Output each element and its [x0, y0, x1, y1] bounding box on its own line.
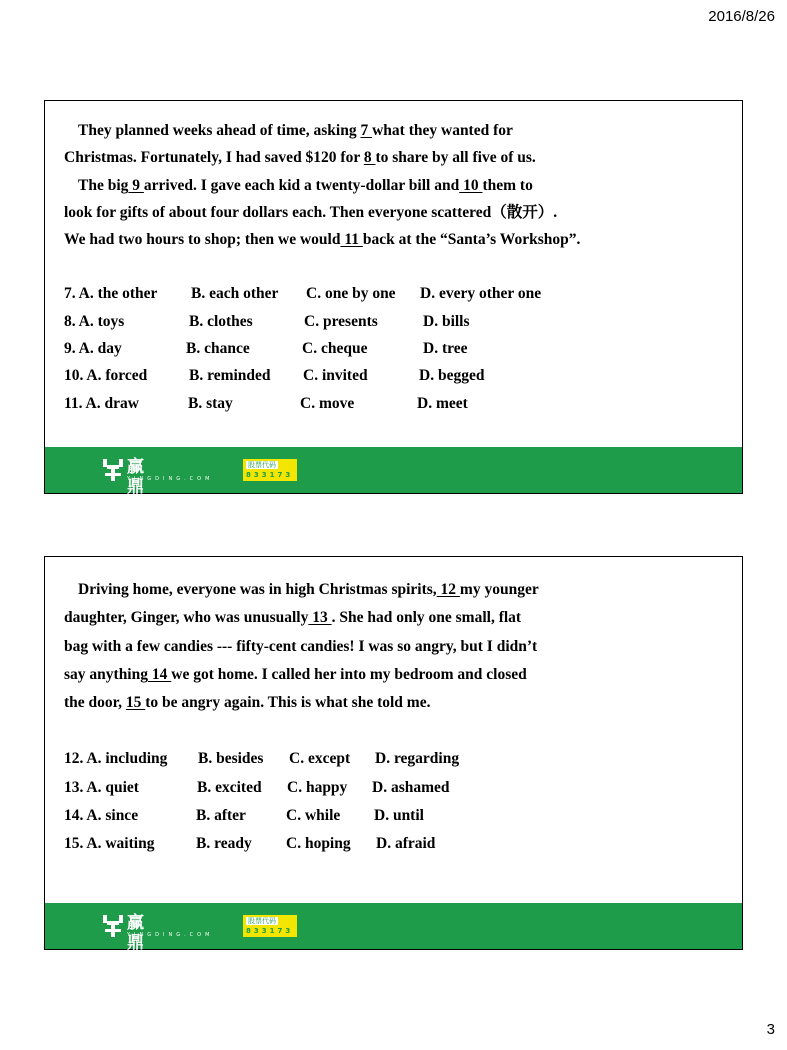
page-number: 3	[766, 1021, 775, 1038]
answer-option: C. move	[300, 394, 355, 412]
blank-number: 14	[148, 665, 172, 683]
answer-option: C. happy	[287, 778, 348, 796]
passage-text-segment: arrived. I gave each kid a twenty-dollar bill and	[143, 176, 460, 194]
blank-number: 15	[125, 694, 146, 712]
slide-footer-banner	[45, 447, 742, 537]
passage-text-segment: we got home. I called her into my bedroom and closed	[171, 665, 527, 683]
answer-option: A. toys	[78, 312, 125, 330]
stock-code-label: 股票代码	[248, 917, 276, 925]
passage-text-segment: . She had only one small, flat	[331, 609, 522, 627]
answer-option: A. forced	[86, 367, 148, 385]
passage-text-segment: daughter, Ginger, who was unusually	[64, 609, 309, 627]
answer-option: C. while	[286, 807, 341, 825]
passage-text-segment: them to	[482, 176, 533, 194]
answer-option: A. quiet	[86, 778, 139, 796]
blank-number: 9	[128, 176, 144, 194]
blank-number: 13	[308, 609, 332, 627]
answer-option: B. after	[196, 807, 246, 825]
passage-line	[64, 604, 732, 632]
question-row	[64, 830, 732, 858]
answer-option: D. regarding	[375, 750, 460, 768]
stock-code-badge	[243, 915, 297, 937]
question-number: 10.	[64, 367, 87, 385]
passage-line	[64, 199, 732, 226]
logo-mark-icon	[103, 913, 123, 937]
answer-option: B. chance	[186, 340, 250, 358]
blank-number: 11	[340, 231, 363, 249]
blank-number: 10	[459, 176, 483, 194]
passage-text-segment: my younger	[459, 581, 539, 598]
passage-line	[64, 226, 732, 253]
question-number: 14.	[64, 807, 87, 825]
question-row	[64, 774, 732, 802]
question-row	[64, 335, 732, 362]
slide-1	[44, 100, 743, 537]
answer-option: B. ready	[196, 835, 252, 853]
answer-option: D. begged	[419, 367, 485, 385]
answer-option: A. including	[86, 750, 168, 768]
answer-option: D. afraid	[376, 835, 436, 853]
question-list	[64, 280, 732, 416]
question-number: 7.	[64, 285, 79, 303]
passage-text-segment: look for gifts of about four dollars each. Then everyone scattered（散开）.	[64, 203, 558, 221]
passage-text-segment: say anything	[64, 665, 148, 683]
logo-name: 赢鼎教育	[127, 913, 145, 993]
answer-option: A. since	[86, 807, 139, 825]
answer-option: A. the other	[78, 285, 158, 303]
question-row	[64, 362, 732, 389]
passage-text-segment: Driving home, everyone was in high Christmas spirits,	[78, 581, 437, 598]
passage-line	[64, 576, 732, 604]
answer-option: B. excited	[197, 778, 262, 796]
question-number: 9.	[64, 340, 79, 358]
answer-option: C. except	[289, 750, 351, 768]
blank-number: 7	[360, 122, 373, 139]
question-number: 12.	[64, 750, 87, 768]
passage-text-segment: The big	[78, 176, 129, 194]
answer-option: A. draw	[85, 394, 139, 412]
passage-line	[64, 144, 732, 171]
answer-option: A. day	[78, 340, 122, 358]
passage-line	[64, 689, 732, 717]
answer-option: C. cheque	[302, 340, 368, 358]
slide-2	[44, 556, 743, 993]
answer-option: D. ashamed	[372, 778, 450, 796]
answer-option: B. besides	[198, 750, 264, 768]
stock-code-label: 股票代码	[248, 461, 276, 469]
answer-option: D. meet	[417, 394, 468, 412]
answer-option: B. stay	[188, 394, 233, 412]
blank-number: 8	[363, 149, 376, 167]
logo-subtitle: YINGDING.COM	[127, 476, 214, 482]
answer-option: B. clothes	[189, 312, 253, 330]
passage-line	[64, 172, 732, 199]
passage-text	[64, 576, 732, 717]
slide-footer-banner	[45, 903, 742, 993]
stock-code-badge	[243, 459, 297, 481]
answer-option: D. until	[374, 807, 424, 825]
passage-text-segment: to share by all five of us.	[375, 149, 536, 167]
question-list	[64, 745, 732, 858]
logo-name: 赢鼎教育	[127, 457, 145, 537]
blank-number: 12	[436, 581, 460, 598]
logo-mark-icon	[103, 457, 123, 481]
question-number: 8.	[64, 312, 79, 330]
passage-text-segment: Christmas. Fortunately, I had saved $120 for	[64, 149, 364, 167]
answer-option: C. one by one	[306, 285, 396, 303]
passage-line	[64, 117, 732, 144]
passage-text-segment: what they wanted for	[372, 122, 513, 139]
answer-option: B. reminded	[189, 367, 271, 385]
question-row	[64, 745, 732, 773]
passage-line	[64, 633, 732, 661]
answer-option: C. hoping	[286, 835, 351, 853]
question-number: 11.	[64, 394, 86, 412]
stock-code: 833173	[246, 471, 294, 479]
question-number: 15.	[64, 835, 87, 853]
question-row	[64, 802, 732, 830]
logo-subtitle: YINGDING.COM	[127, 932, 214, 938]
passage-text-segment: We had two hours to shop; then we would	[64, 231, 341, 249]
answer-option: D. tree	[423, 340, 468, 358]
question-row	[64, 308, 732, 335]
question-row	[64, 390, 732, 417]
answer-option: D. every other one	[420, 285, 542, 303]
answer-option: C. invited	[303, 367, 368, 385]
passage-text	[64, 117, 732, 253]
answer-option: A. waiting	[86, 835, 155, 853]
slide-date: 2016/8/26	[708, 8, 775, 25]
passage-text-segment: to be angry again. This is what she told me.	[145, 694, 431, 712]
stock-code: 833173	[246, 927, 294, 935]
question-number: 13.	[64, 778, 87, 796]
question-row	[64, 280, 732, 307]
answer-option: C. presents	[304, 312, 378, 330]
answer-option: D. bills	[423, 312, 470, 330]
slide-1-content	[64, 117, 732, 417]
slide-2-content	[64, 576, 732, 859]
passage-text-segment: They planned weeks ahead of time, asking	[78, 122, 361, 139]
passage-text-segment: the door,	[64, 694, 126, 712]
passage-text-segment: bag with a few candies --- fifty-cent candies! I was so angry, but I didn’t	[64, 637, 538, 655]
passage-text-segment: back at the “Santa’s Workshop”.	[362, 231, 581, 249]
answer-option: B. each other	[191, 285, 279, 303]
passage-line	[64, 661, 732, 689]
